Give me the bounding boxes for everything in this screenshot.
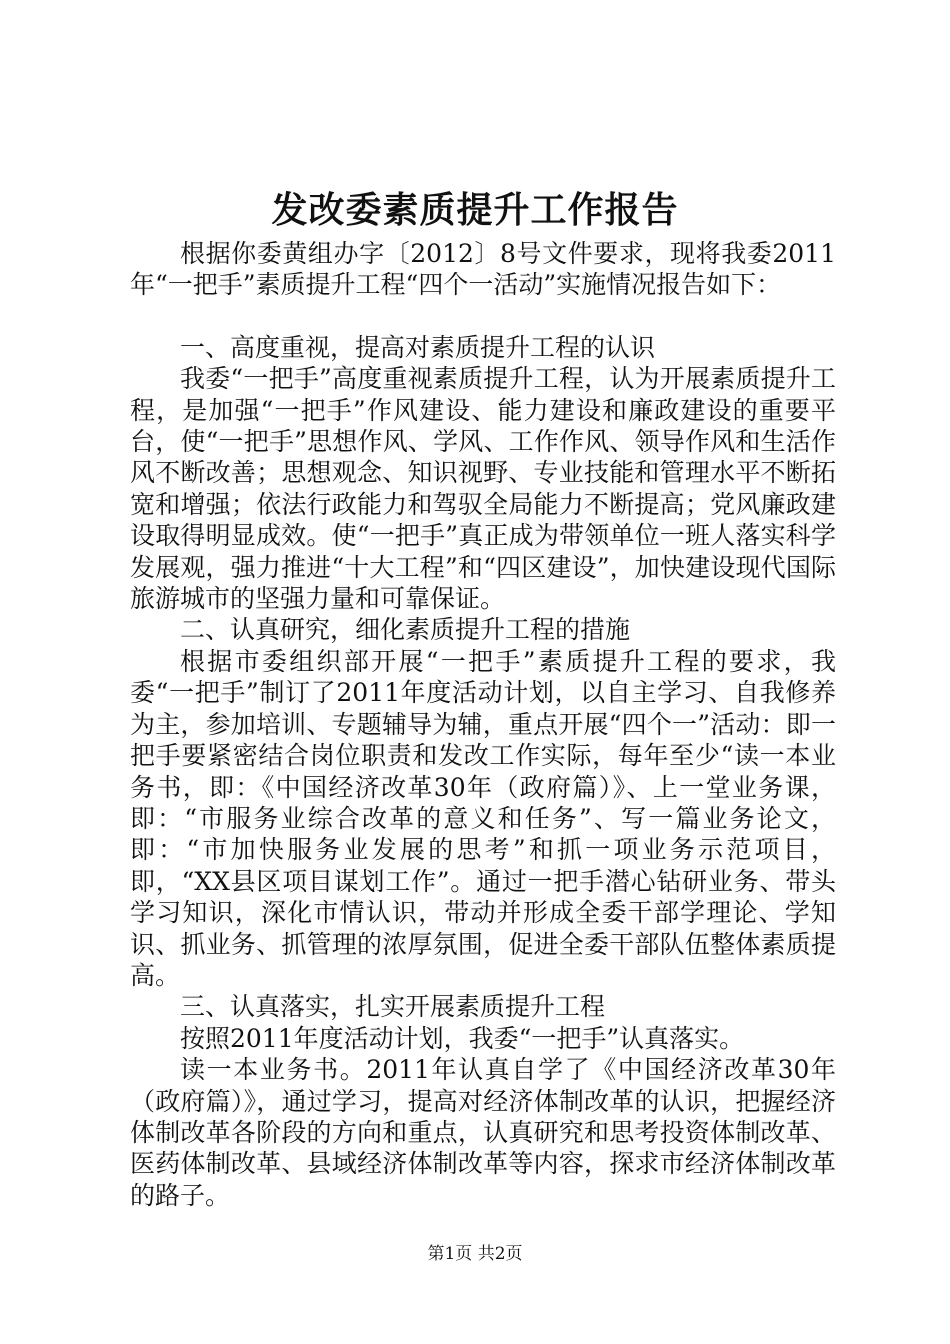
body-paragraph: 读一本业务书。2011年认真自学了《中国经济改革30年（政府篇）》，通过学习，提高对经济体制改革的认识，把握经济体制改革各阶段的方向和重点，认真研究和思考投资体制改革、医药体制改革、县域经济体制改革等内容，探求市经济体制改革的路子。	[130, 1055, 836, 1210]
document-title: 发改委素质提升工作报告	[271, 189, 679, 231]
intro-paragraph: 根据你委黄组办字〔2012〕8号文件要求，现将我委2011年“一把手”素质提升工程“四个一活动”实施情况报告如下：	[130, 239, 836, 300]
document-body	[130, 238, 836, 1211]
section-heading-3: 三、认真落实，扎实开展素质提升工程	[180, 992, 606, 1022]
section-heading-1: 一、高度重视，提高对素质提升工程的认识	[180, 332, 656, 362]
body-paragraph: 我委“一把手”高度重视素质提升工程，认为开展素质提升工程，是加强“一把手”作风建设、能力建设和廉政建设的重要平台，使“一把手”思想作风、学风、工作作风、领导作风和生活作风不断改善；思想观念、知识视野、专业技能和管理水平不断拓宽和增强；依法行政能力和驾驭全局能力不断提高；党风廉政建设取得明显成效。使“一把手”真正成为带领单位一班人落实科学发展观，强力推进“十大工程”和“四区建设”，加快建设现代国际旅游城市的坚强力量和可靠保证。	[130, 364, 836, 614]
body-paragraph: 根据市委组织部开展“一把手”素质提升工程的要求，我委“一把手”制订了2011年度活动计划，以自主学习、自我修养为主，参加培训、专题辅导为辅，重点开展“四个一”活动：即一把手要紧密结合岗位职责和发改工作实际，每年至少“读一本业务书，即：《中国经济改革30年（政府篇）》、上一堂业务课，即：“市服务业综合改革的意义和任务”、写一篇业务论文，即：“市加快服务业发展的思考”和抓一项业务示范项目，即，“XX县区项目谋划工作”。通过一把手潜心钻研业务、带头学习知识，深化市情认识，带动并形成全委干部学理论、学知识、抓业务、抓管理的浓厚氛围，促进全委干部队伍整体素质提高。	[130, 646, 836, 990]
body-paragraph: 按照2011年度活动计划，我委“一把手”认真落实。	[180, 1023, 745, 1053]
section-heading-2: 二、认真研究，细化素质提升工程的措施	[180, 615, 631, 645]
page-number-footer: 第1页 共2页	[427, 1244, 523, 1264]
